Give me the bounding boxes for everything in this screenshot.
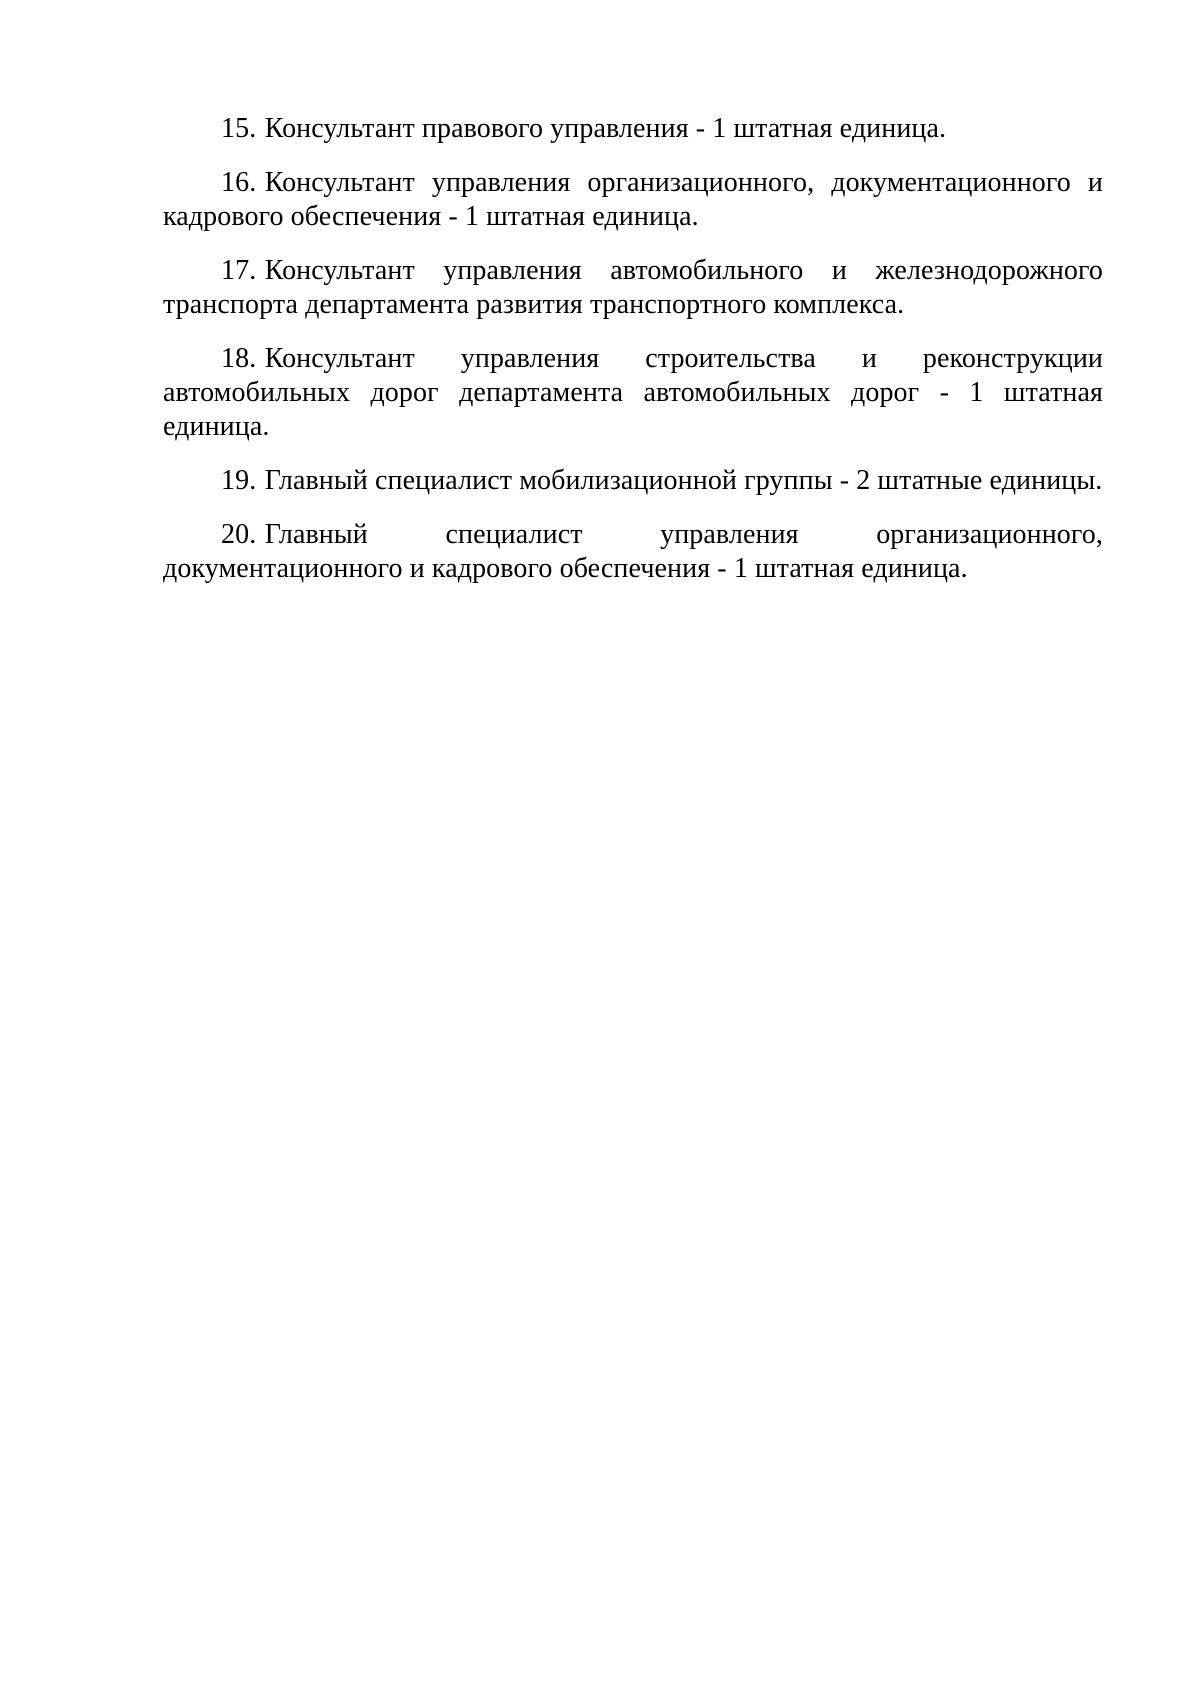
item-text: Главный специалист управления организационного, документационного и кадрового обеспечения - 1 штатная единица.	[163, 519, 1103, 584]
document-body	[163, 112, 1103, 606]
list-item	[163, 112, 1103, 146]
list-item	[163, 518, 1103, 586]
item-number: 19.	[221, 465, 257, 496]
list-item	[163, 254, 1103, 322]
item-text: Консультант правового управления - 1 штатная единица.	[264, 113, 947, 144]
item-text: Консультант управления организационного, документационного и кадрового обеспечения - 1 штатная единица.	[163, 167, 1103, 232]
item-number: 17.	[221, 255, 257, 286]
item-text: Главный специалист мобилизационной группы - 2 штатные единицы.	[264, 465, 1103, 496]
list-item	[163, 166, 1103, 234]
item-number: 18.	[221, 343, 257, 374]
item-text: Консультант управления автомобильного и железнодорожного транспорта департамента развития транспортного комплекса.	[163, 255, 1103, 320]
item-number: 16.	[221, 167, 257, 198]
item-number: 20.	[221, 519, 257, 550]
list-item	[163, 464, 1103, 498]
item-number: 15.	[221, 113, 257, 144]
item-text: Консультант управления строительства и реконструкции автомобильных дорог департамента автомобильных дорог - 1 штатная единица.	[163, 343, 1103, 442]
list-item	[163, 342, 1103, 444]
